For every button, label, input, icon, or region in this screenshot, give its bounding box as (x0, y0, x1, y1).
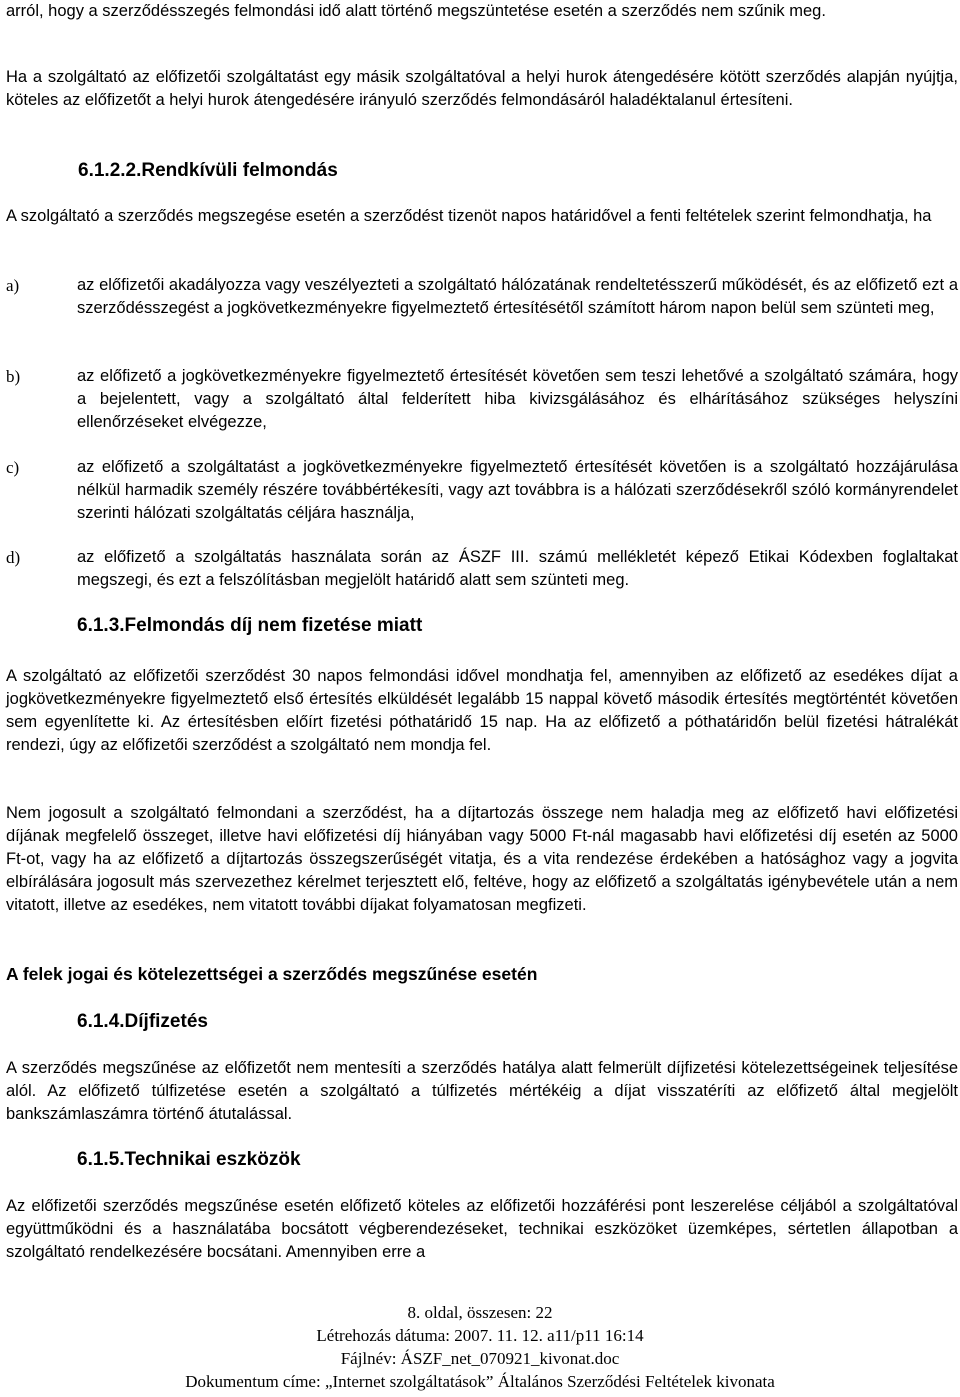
list-item-label: a) (6, 276, 20, 295)
section-heading-extraordinary-termination: 6.1.2.2.Rendkívüli felmondás (78, 160, 338, 181)
list-item-label: c) (6, 458, 20, 477)
list-item-text: az előfizető a jogkövetkezményekre figyelmeztető értesítését követően sem teszi lehetővé a szolgáltató számára, hogy a bejelentett, vagy a szolgáltató által felderített hiba kivizsgálásához és elhárításához szükséges helyszíni ellenőrzéseket elvégezze, (77, 367, 958, 431)
document-title: Dokumentum címe: „Internet szolgáltatások” Általános Szerződési Feltételek kivonata (185, 1372, 775, 1391)
file-name: Fájlnév: ÁSZF_net_070921_kivonat.doc (340, 1349, 620, 1368)
paragraph-intro: arról, hogy a szerződésszegés felmondási idő alatt történő megszüntetése esetén a szerződés nem szűnik meg. (6, 2, 826, 20)
paragraph-technical-equipment: Az előfizetői szerződés megszűnése esetén előfizető köteles az előfizetői hozzáférési pont leszerelése céljából a szolgáltatóval együttműködni és a használatába bocsátott végberendezéseket, technikai eszközöket üzemképes, sértetlen állapotban a szolgáltató rendelkezésére bocsátani. Amennyiben erre a (6, 1197, 958, 1261)
list-item-label: d) (6, 548, 21, 567)
creation-date: Létrehozás dátuma: 2007. 11. 12. a11/p11 16:14 (316, 1326, 644, 1345)
paragraph-termination-conditions: A szolgáltató a szerződés megszegése esetén a szerződést tizenöt napos határidővel a fenti feltételek szerint felmondhatja, ha (6, 207, 932, 225)
section-heading-fees: 6.1.4.Díjfizetés (77, 1011, 208, 1032)
list-item-text: az előfizető a szolgáltatás használata során az ÁSZF III. számú mellékletét képező Etikai Kódexben foglaltakat megszegi, és ezt a felszólításban megjelölt határidő alatt sem szünteti meg. (77, 548, 958, 589)
paragraph-no-termination-right: Nem jogosult a szolgáltató felmondani a szerződést, ha a díjtartozás összege nem haladja meg az előfizető havi előfizetési díjának megfelelő összeget, illetve havi előfizetési díj hiányában vagy 5000 Ft-nál magasabb havi előfizetési díj esetén az 5000 Ft-ot, vagy ha az előfizető a díjtartozás összegszerűségét vitatja, és a vita rendezése érdekében a hatósághoz vagy a jogvita elbírálására jogosult más szervezethez kérelmet terjesztett elő, feltéve, hogy az előfizető a szolgáltatás igénybevétele után a nem vitatott, illetve az esedékes, nem vitatott további díjakat folyamatosan megfizeti. (6, 804, 958, 914)
paragraph-fees: A szerződés megszűnése az előfizetőt nem mentesíti a szerződés hatálya alatt felmerült díjfizetési kötelezettségeinek teljesítése alól. Az előfizető túlfizetése esetén a szolgáltató a túlfizetés mértékéig a díjat visszatéríti az előfizető által megjelölt bankszámlaszámra történő átutalással. (6, 1059, 958, 1123)
paragraph-local-loop: Ha a szolgáltató az előfizetői szolgáltatást egy másik szolgáltatóval a helyi hurok átengedésére kötött szerződés alapján nyújtja, köteles az előfizetőt a helyi hurok átengedésére irányuló szerződés felmondásáról haladéktalanul értesíteni. (6, 68, 958, 109)
section-heading-technical-equipment: 6.1.5.Technikai eszközök (77, 1149, 301, 1170)
page-number: 8. oldal, összesen: 22 (407, 1303, 553, 1322)
section-heading-non-payment: 6.1.3.Felmondás díj nem fizetése miatt (77, 615, 423, 636)
subheading-rights-obligations: A felek jogai és kötelezettségei a szerződés megszűnése esetén (6, 964, 538, 984)
paragraph-non-payment: A szolgáltató az előfizetői szerződést 30 napos felmondási idővel mondhatja fel, amennyiben az előfizető az esedékes díjat a jogkövetkezményekre figyelmeztető első értesítés elküldését legalább 15 nappal követő második értesítés megtörténtét követően sem egyenlítette ki. Az értesítésben előírt fizetési póthatáridő 15 nap. Ha az előfizető a póthatáridőn belül fizetési hátralékát rendezi, úgy az előfizetői szerződést a szolgáltató nem mondja fel. (6, 667, 958, 754)
list-item-text: az előfizető a szolgáltatást a jogkövetkezményekre figyelmeztető értesítését követően is a szolgáltató hozzájárulása nélkül harmadik személy részére továbbértékesíti, vagy azt továbbra is a hálózati szerződésekről szóló kormányrendelet szerinti hálózati szolgáltatás céljára használja, (77, 458, 958, 522)
list-item-label: b) (6, 367, 21, 386)
list-item-text: az előfizetői akadályozza vagy veszélyezteti a szolgáltató hálózatának rendeltetésszerű működését, és az előfizető ezt a szerződésszegést a jogkövetkezményekre figyelmeztető értesítésétől számított három napon belül sem szünteti meg, (77, 276, 958, 317)
